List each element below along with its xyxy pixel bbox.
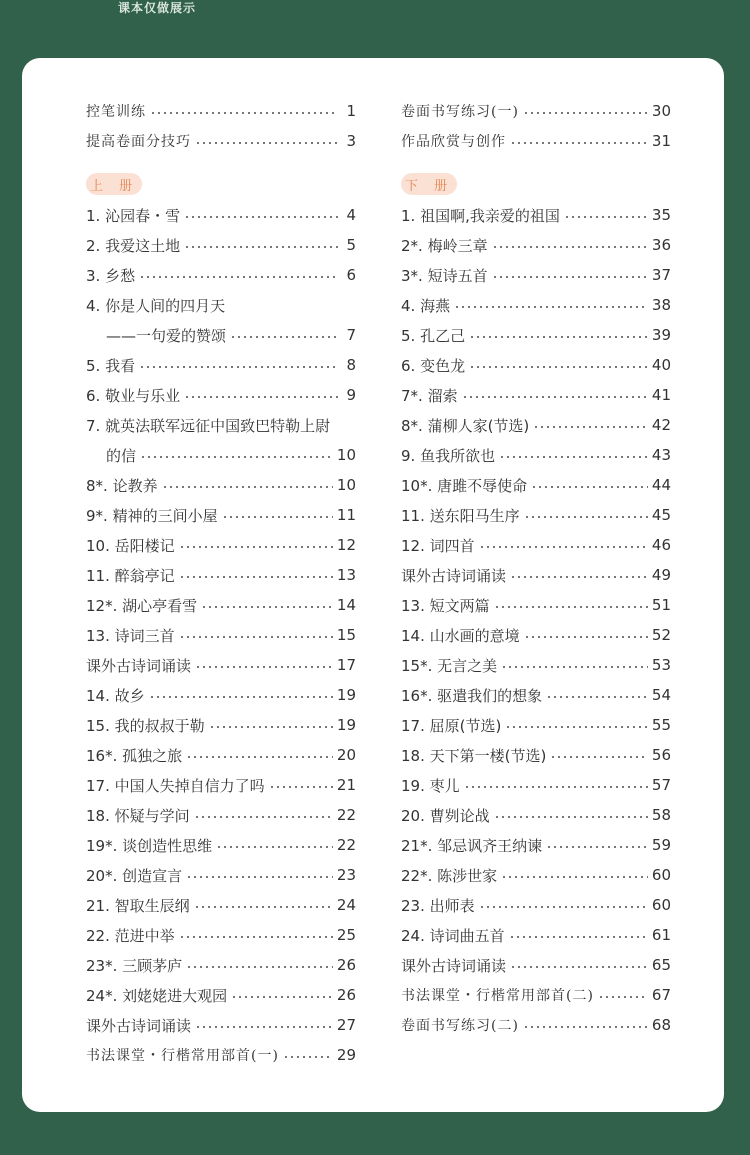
entry-title: 20. 曹刿论战 (401, 806, 490, 825)
entry-title: 1. 祖国啊,我亲爱的祖国 (401, 206, 560, 225)
page-number: 35 (651, 206, 671, 224)
page-number: 42 (651, 416, 671, 434)
toc-entry (86, 950, 356, 980)
dot-leader (546, 696, 648, 698)
page-number: 14 (336, 596, 356, 614)
dot-leader (283, 1056, 333, 1058)
page-number: 15 (336, 626, 356, 644)
page-number: 56 (651, 746, 671, 764)
entry-title: 7. 就英法联军远征中国致巴特勒上尉 (86, 416, 331, 435)
page-number: 17 (336, 656, 356, 674)
dot-leader (179, 576, 333, 578)
page-number: 9 (346, 386, 356, 404)
entry-title: ——一句爱的赞颂 (106, 326, 227, 345)
dot-leader (231, 996, 333, 998)
toc-entry (401, 410, 671, 440)
page-number: 26 (336, 986, 356, 1004)
page-number: 51 (651, 596, 671, 614)
dot-leader (195, 1026, 333, 1028)
dot-leader (139, 276, 338, 278)
dot-leader (492, 246, 648, 248)
toc-entry (86, 710, 356, 740)
entry-title: 课外古诗词诵读 (401, 566, 507, 585)
entry-title: 19. 枣儿 (401, 776, 460, 795)
entry-title: 课外古诗词诵读 (86, 1016, 192, 1035)
entry-title: 5. 我看 (86, 356, 136, 375)
entry-title: 6. 敬业与乐业 (86, 386, 181, 405)
page-number: 29 (336, 1046, 356, 1064)
dot-leader (209, 726, 333, 728)
page-number: 61 (651, 926, 671, 944)
dot-leader (184, 396, 338, 398)
page-number: 38 (651, 296, 671, 314)
dot-leader (546, 846, 648, 848)
toc-entry (401, 500, 671, 530)
dot-leader (186, 756, 333, 758)
entry-title: 17. 中国人失掉自信力了吗 (86, 776, 265, 795)
entry-title: 22*. 陈涉世家 (401, 866, 498, 885)
page-number: 23 (336, 866, 356, 884)
entry-title: 14. 故乡 (86, 686, 145, 705)
page-number: 36 (651, 236, 671, 254)
dot-leader (194, 906, 333, 908)
entry-title: 6. 变色龙 (401, 356, 466, 375)
toc-entry (86, 830, 356, 860)
dot-leader (179, 936, 333, 938)
page-number: 3 (346, 132, 356, 150)
page-number: 1 (346, 102, 356, 120)
entry-title: 2. 我爱这土地 (86, 236, 181, 255)
dot-leader (550, 756, 648, 758)
dot-leader (179, 636, 333, 638)
dot-leader (186, 966, 333, 968)
dot-leader (201, 606, 333, 608)
toc-entry (401, 920, 671, 950)
entry-title: 提高卷面分技巧 (86, 134, 191, 150)
toc-entry (86, 800, 356, 830)
page-number: 60 (651, 896, 671, 914)
toc-entry (401, 620, 671, 650)
entry-title: 11. 送东阳马生序 (401, 506, 520, 525)
entry-title: 书法课堂・行楷常用部首(一) (86, 1048, 279, 1064)
entry-title: 15*. 无言之美 (401, 656, 498, 675)
page-number: 57 (651, 776, 671, 794)
page-number: 7 (346, 326, 356, 344)
toc-entry (401, 770, 671, 800)
dot-leader (230, 336, 338, 338)
entry-title: 11. 醉翁亭记 (86, 566, 175, 585)
page-number: 68 (651, 1016, 671, 1034)
entry-title: 10*. 唐雎不辱使命 (401, 476, 528, 495)
toc-entry (86, 680, 356, 710)
entry-title: 12. 词四首 (401, 536, 475, 555)
entry-title: 书法课堂・行楷常用部首(二) (401, 988, 594, 1004)
toc-entry (86, 260, 356, 290)
entry-title: 24*. 刘姥姥进大观园 (86, 986, 228, 1005)
page-number: 13 (336, 566, 356, 584)
page-number: 31 (651, 132, 671, 150)
dot-leader (179, 546, 333, 548)
dot-leader (531, 486, 648, 488)
toc-entry (86, 230, 356, 260)
dot-leader (598, 996, 648, 998)
page-number: 60 (651, 866, 671, 884)
toc-entry (401, 860, 671, 890)
dot-leader (140, 456, 333, 458)
toc-entry (401, 890, 671, 920)
dot-leader (494, 606, 648, 608)
entry-title: 7*. 溜索 (401, 386, 458, 405)
toc-entry (86, 1010, 356, 1040)
entry-title: 13. 诗词三首 (86, 626, 175, 645)
toc-entry (401, 260, 671, 290)
entry-title: 15. 我的叔叔于勒 (86, 716, 205, 735)
toc-entry (86, 920, 356, 950)
dot-leader (501, 876, 648, 878)
dot-leader (523, 112, 648, 114)
dot-leader (195, 666, 333, 668)
toc-entry (401, 440, 671, 470)
toc-entry (401, 980, 671, 1010)
dot-leader (499, 456, 648, 458)
toc-entry (401, 126, 671, 156)
toc-entry (86, 740, 356, 770)
page-number: 52 (651, 626, 671, 644)
entry-title: 20*. 创造宣言 (86, 866, 183, 885)
entry-title: 18. 怀疑与学问 (86, 806, 190, 825)
toc-entry (86, 650, 356, 680)
toc-card (22, 58, 724, 1112)
toc-entry (86, 500, 356, 530)
entry-title: 24. 诗词曲五首 (401, 926, 505, 945)
toc-entry (86, 410, 356, 440)
dot-leader (150, 112, 338, 114)
entry-title: 16*. 孤独之旅 (86, 746, 183, 765)
entry-title: 13. 短文两篇 (401, 596, 490, 615)
page-number: 59 (651, 836, 671, 854)
toc-entry (86, 380, 356, 410)
dot-leader (509, 936, 648, 938)
toc-entry (401, 560, 671, 590)
toc-entry (401, 290, 671, 320)
dot-leader (184, 246, 338, 248)
toc-entry (401, 96, 671, 126)
toc-entry (86, 770, 356, 800)
page-number: 21 (336, 776, 356, 794)
page-number: 37 (651, 266, 671, 284)
entry-title: 10. 岳阳楼记 (86, 536, 175, 555)
section-badge: 下 册 (401, 173, 457, 195)
page-number: 19 (336, 716, 356, 734)
toc-entry (86, 530, 356, 560)
toc-entry (401, 650, 671, 680)
toc-entry (86, 126, 356, 156)
dot-leader (269, 786, 333, 788)
toc-entry (86, 290, 356, 320)
entry-title: 21. 智取生辰纲 (86, 896, 190, 915)
toc-entry (86, 590, 356, 620)
dot-leader (524, 636, 648, 638)
page-number: 24 (336, 896, 356, 914)
page-number: 55 (651, 716, 671, 734)
toc-entry (401, 830, 671, 860)
section-label (86, 169, 142, 199)
entry-title: 22. 范进中举 (86, 926, 175, 945)
toc-entry (401, 350, 671, 380)
page-number: 19 (336, 686, 356, 704)
toc-entry (86, 980, 356, 1010)
dot-leader (186, 876, 333, 878)
dot-leader (501, 666, 648, 668)
toc-entry (401, 200, 671, 230)
toc-entry (86, 200, 356, 230)
page-number: 10 (336, 446, 356, 464)
page-number: 5 (346, 236, 356, 254)
page-number: 27 (336, 1016, 356, 1034)
entry-title: 2*. 梅岭三章 (401, 236, 488, 255)
dot-leader (139, 366, 338, 368)
entry-title: 19*. 谈创造性思维 (86, 836, 213, 855)
watermark-text: 课本仅做展示 (118, 1, 197, 15)
entry-title: 5. 孔乙己 (401, 326, 466, 345)
entry-title: 课外古诗词诵读 (86, 656, 192, 675)
page-number: 39 (651, 326, 671, 344)
dot-leader (523, 1026, 648, 1028)
page-number: 10 (336, 476, 356, 494)
page-number: 25 (336, 926, 356, 944)
dot-leader (533, 426, 648, 428)
page-number: 53 (651, 656, 671, 674)
page-number: 58 (651, 806, 671, 824)
page-number: 43 (651, 446, 671, 464)
entry-title: 18. 天下第一楼(节选) (401, 746, 547, 765)
page-number: 30 (651, 102, 671, 120)
entry-title: 4. 你是人间的四月天 (86, 296, 226, 315)
dot-leader (469, 336, 648, 338)
entry-title: 4. 海燕 (401, 296, 451, 315)
page-number: 20 (336, 746, 356, 764)
dot-leader (464, 786, 648, 788)
entry-title: 12*. 湖心亭看雪 (86, 596, 198, 615)
toc-entry (86, 860, 356, 890)
toc-entry (86, 1040, 356, 1070)
toc-entry (401, 530, 671, 560)
dot-leader (510, 576, 648, 578)
dot-leader (524, 516, 648, 518)
page-number: 12 (336, 536, 356, 554)
toc-entry (401, 1010, 671, 1040)
dot-leader (494, 816, 648, 818)
section-label (401, 169, 457, 199)
toc-entry (401, 470, 671, 500)
toc-entry (86, 890, 356, 920)
dot-leader (222, 516, 333, 518)
dot-leader (469, 366, 648, 368)
entry-title: 3. 乡愁 (86, 266, 136, 285)
page-number: 11 (336, 506, 356, 524)
entry-title: 8*. 论教养 (86, 476, 158, 495)
page-number: 22 (336, 806, 356, 824)
entry-title: 1. 沁园春・雪 (86, 206, 181, 225)
entry-title: 的信 (106, 446, 137, 465)
toc-entry (86, 470, 356, 500)
dot-leader (216, 846, 333, 848)
entry-title: 9. 鱼我所欲也 (401, 446, 496, 465)
page-number: 41 (651, 386, 671, 404)
dot-leader (195, 142, 338, 144)
dot-leader (479, 906, 648, 908)
dot-leader (194, 816, 333, 818)
dot-leader (162, 486, 333, 488)
toc-entry (401, 230, 671, 260)
page-number: 67 (651, 986, 671, 1004)
dot-leader (479, 546, 648, 548)
entry-title: 9*. 精神的三间小屋 (86, 506, 218, 525)
page-number: 65 (651, 956, 671, 974)
toc-entry (401, 710, 671, 740)
entry-title: 课外古诗词诵读 (401, 956, 507, 975)
dot-leader (149, 696, 333, 698)
dot-leader (510, 142, 648, 144)
page-number: 45 (651, 506, 671, 524)
toc-entry (86, 560, 356, 590)
dot-leader (505, 726, 648, 728)
page-number: 54 (651, 686, 671, 704)
dot-leader (510, 966, 648, 968)
entry-title: 23*. 三顾茅庐 (86, 956, 183, 975)
entry-title: 23. 出师表 (401, 896, 475, 915)
toc-entry (401, 380, 671, 410)
entry-title: 卷面书写练习(一) (401, 104, 519, 120)
toc-entry (401, 680, 671, 710)
page-number: 6 (346, 266, 356, 284)
entry-title: 作品欣赏与创作 (401, 134, 506, 150)
dot-leader (184, 216, 338, 218)
toc-entry (401, 950, 671, 980)
page-number: 44 (651, 476, 671, 494)
page-number: 8 (346, 356, 356, 374)
page-number: 22 (336, 836, 356, 854)
toc-entry (401, 800, 671, 830)
page-number: 49 (651, 566, 671, 584)
dot-leader (492, 276, 648, 278)
dot-leader (462, 396, 648, 398)
page-number: 46 (651, 536, 671, 554)
dot-leader (454, 306, 648, 308)
entry-title: 控笔训练 (86, 104, 146, 120)
toc-entry (86, 620, 356, 650)
toc-entry (401, 740, 671, 770)
section-badge: 上 册 (86, 173, 142, 195)
toc-entry (86, 96, 356, 126)
page-number: 40 (651, 356, 671, 374)
entry-title: 16*. 驱遣我们的想象 (401, 686, 543, 705)
entry-title: 17. 屈原(节选) (401, 716, 502, 735)
toc-entry (86, 320, 356, 350)
toc-entry (86, 350, 356, 380)
entry-title: 卷面书写练习(二) (401, 1018, 519, 1034)
page-number: 26 (336, 956, 356, 974)
entry-title: 3*. 短诗五首 (401, 266, 488, 285)
entry-title: 21*. 邹忌讽齐王纳谏 (401, 836, 543, 855)
toc-entry (401, 590, 671, 620)
page-number: 4 (346, 206, 356, 224)
toc-entry (401, 320, 671, 350)
dot-leader (564, 216, 648, 218)
entry-title: 14. 山水画的意境 (401, 626, 520, 645)
entry-title: 8*. 蒲柳人家(节选) (401, 416, 530, 435)
toc-entry (86, 440, 356, 470)
